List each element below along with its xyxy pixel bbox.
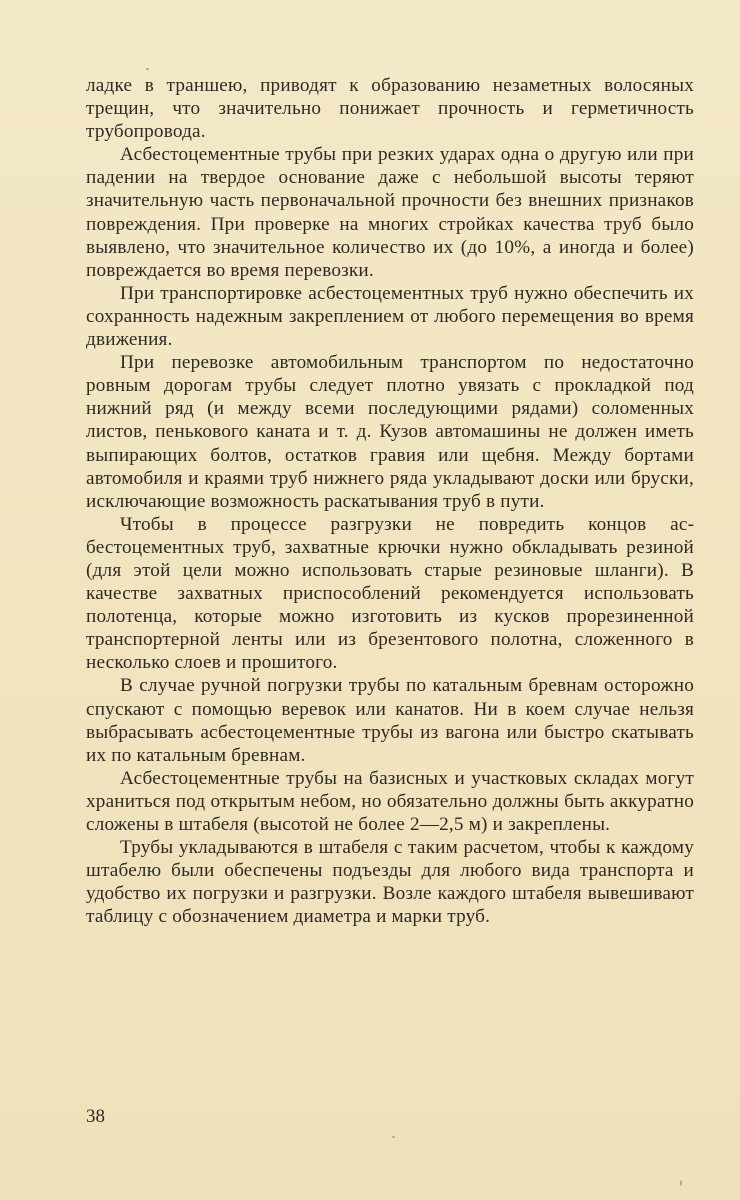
paragraph-8: Трубы укладываются в штабеля с таким расчетом, чтобы к каждому штабелю были обеспечены подъезды для любого вида транспорта и удобство их погрузки и разгрузки. Возле каждого штабеля вывешивают таблицу с обозначением диаметра и марки труб. — [86, 837, 694, 928]
paragraph-5: Чтобы в процессе разгрузки не повредить концов асбестоцементных труб, захватные крючки нужно обкладывать резиной (для этой цели можно использовать старые резиновые шланги). В качестве захватных приспособлений рекомендуется использовать полотенца, которые можно изготовить из кусков прорезиненной транспортерной ленты или из брезентового полотна, сложенного в несколько слоев и прошитого. — [86, 513, 694, 674]
page-number: 38 — [86, 1106, 105, 1127]
paper-speck — [680, 1180, 682, 1186]
paragraph-6: В случае ручной погрузки трубы по катальным бревнам осторожно спускают с помощью веревок или канатов. Ни в коем случае нельзя выбрасывать асбестоцементные трубы из вагона или быстро скатывать их по катальным бревнам. — [86, 675, 694, 766]
body-text — [86, 74, 694, 928]
paragraph-2: Асбестоцементные трубы при резких ударах одна о другую или при падении на твердое основание даже с небольшой высоты теряют значительную часть первоначальной прочности без внешних признаков повреждения. При проверке на многих стройках качества труб было выявлено, что значительное количество их (до 10%, а иногда и более) повреждается во время перевозки. — [86, 144, 694, 281]
paragraph-4: При перевозке автомобильным транспортом по недостаточно ровным дорогам трубы следует плотно увязать с прокладкой под нижний ряд (и между всеми последующими рядами) соломенных листов, пенькового каната и т. д. Кузов автомашины не должен иметь выпирающих болтов, остатков гравия или щебня. Между бортами автомобиля и краями труб нижнего ряда укладывают доски или бруски, исключающие возможность раскатывания труб в пути. — [86, 352, 694, 512]
paragraph-7: Асбестоцементные трубы на базисных и участковых складах могут храниться под открытым небом, но обязательно должны быть аккуратно сложены в штабеля (высотой не более 2—2,5 м) и закреплены. — [86, 767, 694, 835]
paragraph-1: ладке в траншею, приводят к образованию незаметных волосяных трещин, что значительно понижает прочность и герметичность трубопровода. — [86, 75, 694, 143]
paper-speck — [392, 1136, 395, 1138]
paragraph-3: При транспортировке асбестоцементных труб нужно обеспечить их сохранность надежным закреплением от любого перемещения во время движения. — [86, 282, 694, 351]
paper-speck — [146, 68, 149, 70]
